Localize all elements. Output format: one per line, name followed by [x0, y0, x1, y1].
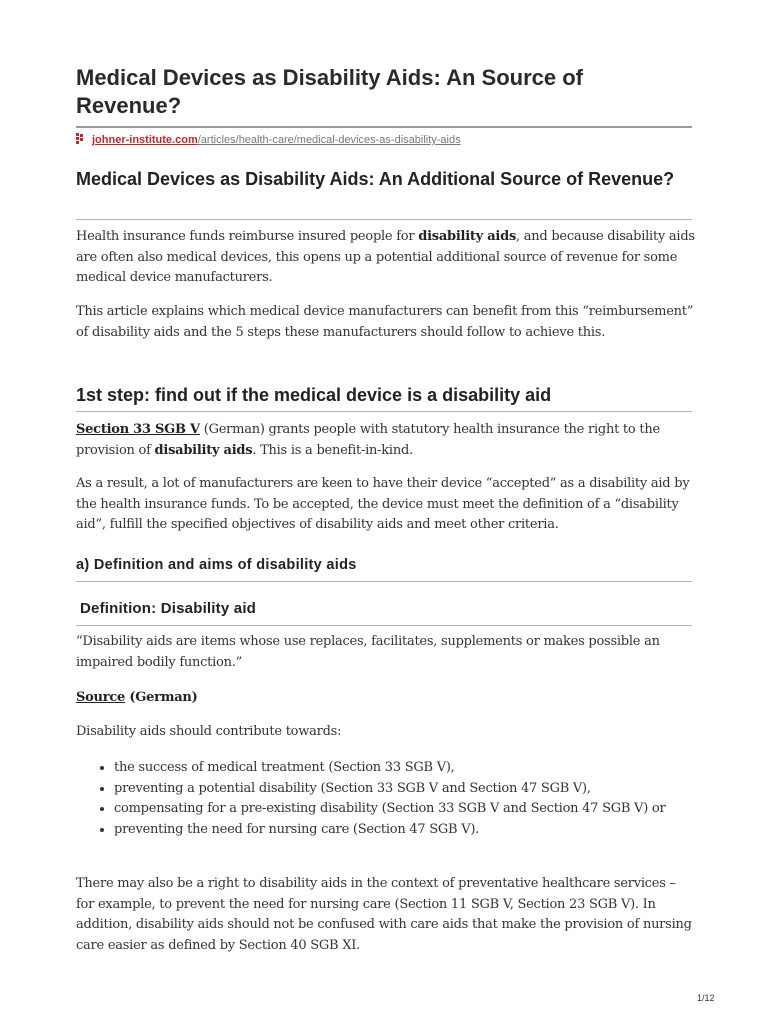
definition-heading: Definition: Disability aid	[80, 600, 257, 617]
source-suffix: (German)	[125, 690, 198, 705]
intro-paragraph	[76, 227, 696, 289]
step1-divider	[76, 411, 692, 412]
definition-divider	[76, 625, 692, 626]
list-item: • the success of medical treatment (Section 33 SGB V),	[114, 758, 696, 779]
source-url-path[interactable]: /articles/health-care/medical-devices-as-disability-aids	[197, 134, 461, 146]
intro-text-end: , and because disability aids are often also medical devices, this opens up a potential additional source of revenue for some medical device manufacturers.	[76, 229, 695, 285]
johner-logo-icon	[76, 133, 86, 145]
subheading-definition-aims: a) Definition and aims of disability aids	[76, 557, 357, 573]
section-text-mid: (German) grants people with statutory health insurance the right to the provision of	[76, 422, 660, 458]
list-item: • preventing the need for nursing care (Section 47 SGB V).	[114, 820, 696, 841]
intro-text-start: Health insurance funds reimburse insured people for	[76, 229, 419, 244]
list-item: • compensating for a pre-existing disability (Section 33 SGB V and Section 47 SGB V) or	[114, 799, 696, 820]
section-bold-term: disability aids	[154, 442, 253, 458]
article-overview-paragraph: This article explains which medical device manufacturers can benefit from this “reimbursement” of disability aids and the 5 steps these manufacturers should follow to achieve this.	[76, 304, 694, 340]
step1-heading: 1st step: find out if the medical device is a disability aid	[76, 385, 552, 405]
section-paragraph	[76, 420, 696, 461]
source-link[interactable]: Source	[76, 690, 126, 705]
result-paragraph: As a result, a lot of manufacturers are keen to have their device “accepted” as a disability aid by the health insurance funds. To be accepted, the device must meet the definition of a “disability aid”, fulfill the specified objectives of disability aids and meet other criteria.	[76, 476, 690, 532]
closing-paragraph: There may also be a right to disability aids in the context of preventative healthcare services – for example, to prevent the need for nursing care (Section 11 SGB V, Section 23 SGB V). In addition, disability aids should not be confused with care aids that make the provision of nursing care easier as defined by Section 40 SGB XI.	[76, 876, 692, 953]
source-url-host[interactable]: johner-institute.com	[92, 134, 198, 146]
article-title-divider	[76, 219, 692, 220]
article-title: Medical Devices as Disability Aids: An Additional Source of Revenue?	[76, 169, 675, 189]
title-divider	[76, 126, 692, 128]
intro-bold-term: disability aids	[418, 229, 517, 244]
section-33-link[interactable]: Section 33 SGB V	[76, 422, 200, 437]
aims-list	[76, 758, 696, 840]
page-indicator: 1/12	[697, 993, 715, 1003]
section-text-end: . This is a benefit-in-kind.	[252, 442, 413, 458]
document-title: Medical Devices as Disability Aids: An Source of Revenue?	[76, 65, 583, 118]
source-line-paragraph	[76, 688, 696, 709]
subheading-divider	[76, 581, 692, 582]
definition-quote: “Disability aids are items whose use replaces, facilitates, supplements or makes possible an impaired bodily function.”	[76, 634, 660, 670]
contribute-intro: Disability aids should contribute towards:	[76, 724, 342, 739]
list-item: • preventing a potential disability (Section 33 SGB V and Section 47 SGB V),	[114, 779, 696, 800]
source-url[interactable]	[76, 132, 461, 148]
